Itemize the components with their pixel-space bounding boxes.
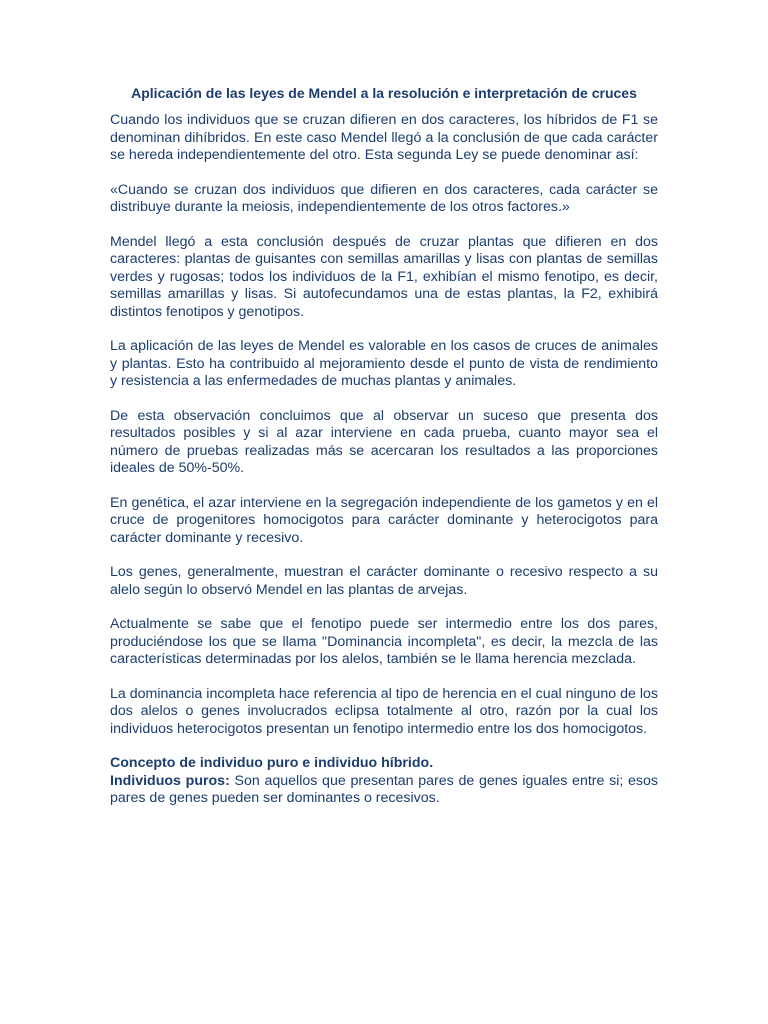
definition-text: Son aquellos que presentan pares de genes iguales entre si; esos pares de genes pueden ser dominantes o recesivos. (110, 772, 658, 806)
paragraph: «Cuando se cruzan dos individuos que difieren en dos caracteres, cada carácter se distribuye durante la meiosis, independientemente de los otros factores.» (110, 181, 658, 215)
paragraph: La dominancia incompleta hace referencia al tipo de herencia en el cual ninguno de los dos alelos o genes involucrados eclipsa totalmente al otro, razón por la cual los individuos heterocigotos presentan un fenotipo intermedio entre los dos homocigotos. (110, 685, 658, 737)
paragraph: De esta observación concluimos que al observar un suceso que presenta dos resultados posibles y si al azar interviene en cada prueba, cuanto mayor sea el número de pruebas realizadas más se acercaran los resultados a las proporciones ideales de 50%-50%. (110, 407, 658, 476)
paragraph: Actualmente se sabe que el fenotipo puede ser intermedio entre los dos pares, produciéndose los que se llama "Dominancia incompleta", es decir, la mezcla de las características determinadas por los alelos, también se le llama herencia mezclada. (110, 616, 658, 667)
paragraph: Cuando los individuos que se cruzan difieren en dos caracteres, los híbridos de F1 se denominan dihíbridos. En este caso Mendel llegó a la conclusión de que cada carácter se hereda independientemente del otro. Esta segunda Ley se puede denominar así: (110, 112, 658, 163)
document-title: Aplicación de las leyes de Mendel a la resolución e interpretación de cruces (131, 85, 637, 101)
paragraph: Los genes, generalmente, muestran el carácter dominante o recesivo respecto a su alelo según lo observó Mendel en las plantas de arvejas. (110, 564, 658, 598)
definition-term: Individuos puros: (110, 772, 230, 789)
paragraph: Mendel llegó a esta conclusión después de cruzar plantas que difieren en dos caracteres: plantas de guisantes con semillas amarillas y lisas con plantas de semillas verdes y rugosas; todos los individuos de la F1, exhibían el mismo fenotipo, es decir, semillas amarillas y lisas. Si autofecundamos una de estas plantas, la F2, exhibirá distintos fenotipos y genotipos. (110, 233, 658, 320)
document-page (110, 84, 658, 825)
paragraph: La aplicación de las leyes de Mendel es valorable en los casos de cruces de animales y plantas. Esto ha contribuido al mejoramiento desde el punto de vista de rendimiento y resistencia a las enfermedades de muchas plantas y animales. (110, 338, 658, 389)
section-heading: Concepto de individuo puro e individuo híbrido. (110, 755, 434, 771)
definition-paragraph (110, 773, 658, 808)
paragraph: En genética, el azar interviene en la segregación independiente de los gametos y en el cruce de progenitores homocigotos para carácter dominante y heterocigotos para carácter dominante y recesivo. (110, 494, 658, 546)
